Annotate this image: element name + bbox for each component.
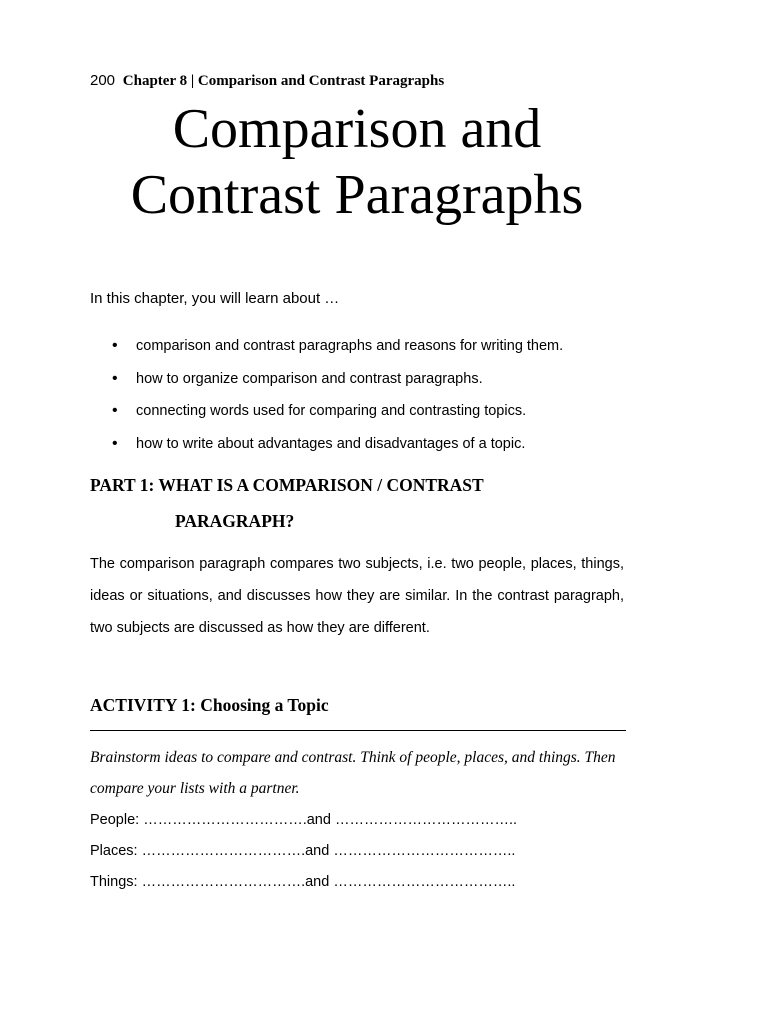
- fill-line-label: People:: [90, 812, 140, 828]
- list-item: [110, 403, 563, 436]
- fill-line-things: [90, 867, 517, 898]
- chapter-title: [90, 96, 624, 228]
- fill-in-lines: [90, 805, 517, 898]
- list-item-text: how to write about advantages and disadvantages of a topic.: [136, 435, 526, 452]
- part1-heading-line2: PARAGRAPH?: [175, 511, 295, 531]
- definition-paragraph: The comparison paragraph compares two subjects, i.e. two people, places, things, ideas or situations, and discusses how they are similar. In the contrast paragraph, two subjects are discussed as how they are different.: [90, 556, 624, 636]
- fill-blank-2[interactable]: ………………………………..: [333, 874, 516, 890]
- bullet-icon: •: [112, 402, 118, 419]
- fill-blank-1[interactable]: …………………………….and: [143, 812, 331, 828]
- fill-blank-2[interactable]: ………………………………..: [334, 812, 518, 828]
- fill-line-places: [90, 836, 517, 867]
- bullet-icon: •: [112, 337, 118, 354]
- list-item-text: connecting words used for comparing and contrasting topics.: [136, 403, 527, 419]
- section-divider: [90, 730, 626, 731]
- activity1-instructions: Brainstorm ideas to compare and contrast. Think of people, places, and things. Then compare your lists with a partner.: [90, 749, 616, 797]
- fill-line-label: Things:: [90, 874, 138, 890]
- part1-heading: [90, 467, 650, 539]
- page-number: 200: [90, 72, 116, 89]
- bullet-icon: •: [112, 369, 118, 387]
- list-item-text: comparison and contrast paragraphs and reasons for writing them.: [136, 338, 564, 354]
- running-head: [90, 72, 444, 90]
- fill-blank-1[interactable]: …………………………….and: [141, 843, 330, 859]
- chapter-label: Chapter 8 | Comparison and Contrast Paragraphs: [122, 73, 445, 89]
- objectives-list: [110, 338, 563, 468]
- fill-line-people: [90, 805, 517, 836]
- bullet-icon: •: [112, 434, 118, 452]
- list-item: [110, 371, 563, 404]
- list-item: [110, 436, 563, 469]
- fill-blank-2[interactable]: ………………………………..: [333, 843, 516, 859]
- fill-blank-1[interactable]: …………………………….and: [141, 874, 330, 890]
- part1-heading-line1: PART 1: WHAT IS A COMPARISON / CONTRAST: [90, 475, 484, 495]
- list-item: [110, 338, 563, 371]
- intro-text: In this chapter, you will learn about …: [90, 290, 340, 307]
- chapter-title-line1: Comparison and: [172, 98, 542, 160]
- fill-line-label: Places:: [90, 843, 138, 859]
- chapter-title-line2: Contrast Paragraphs: [130, 164, 584, 226]
- list-item-text: how to organize comparison and contrast paragraphs.: [136, 370, 483, 387]
- activity1-heading: ACTIVITY 1: Choosing a Topic: [90, 695, 329, 715]
